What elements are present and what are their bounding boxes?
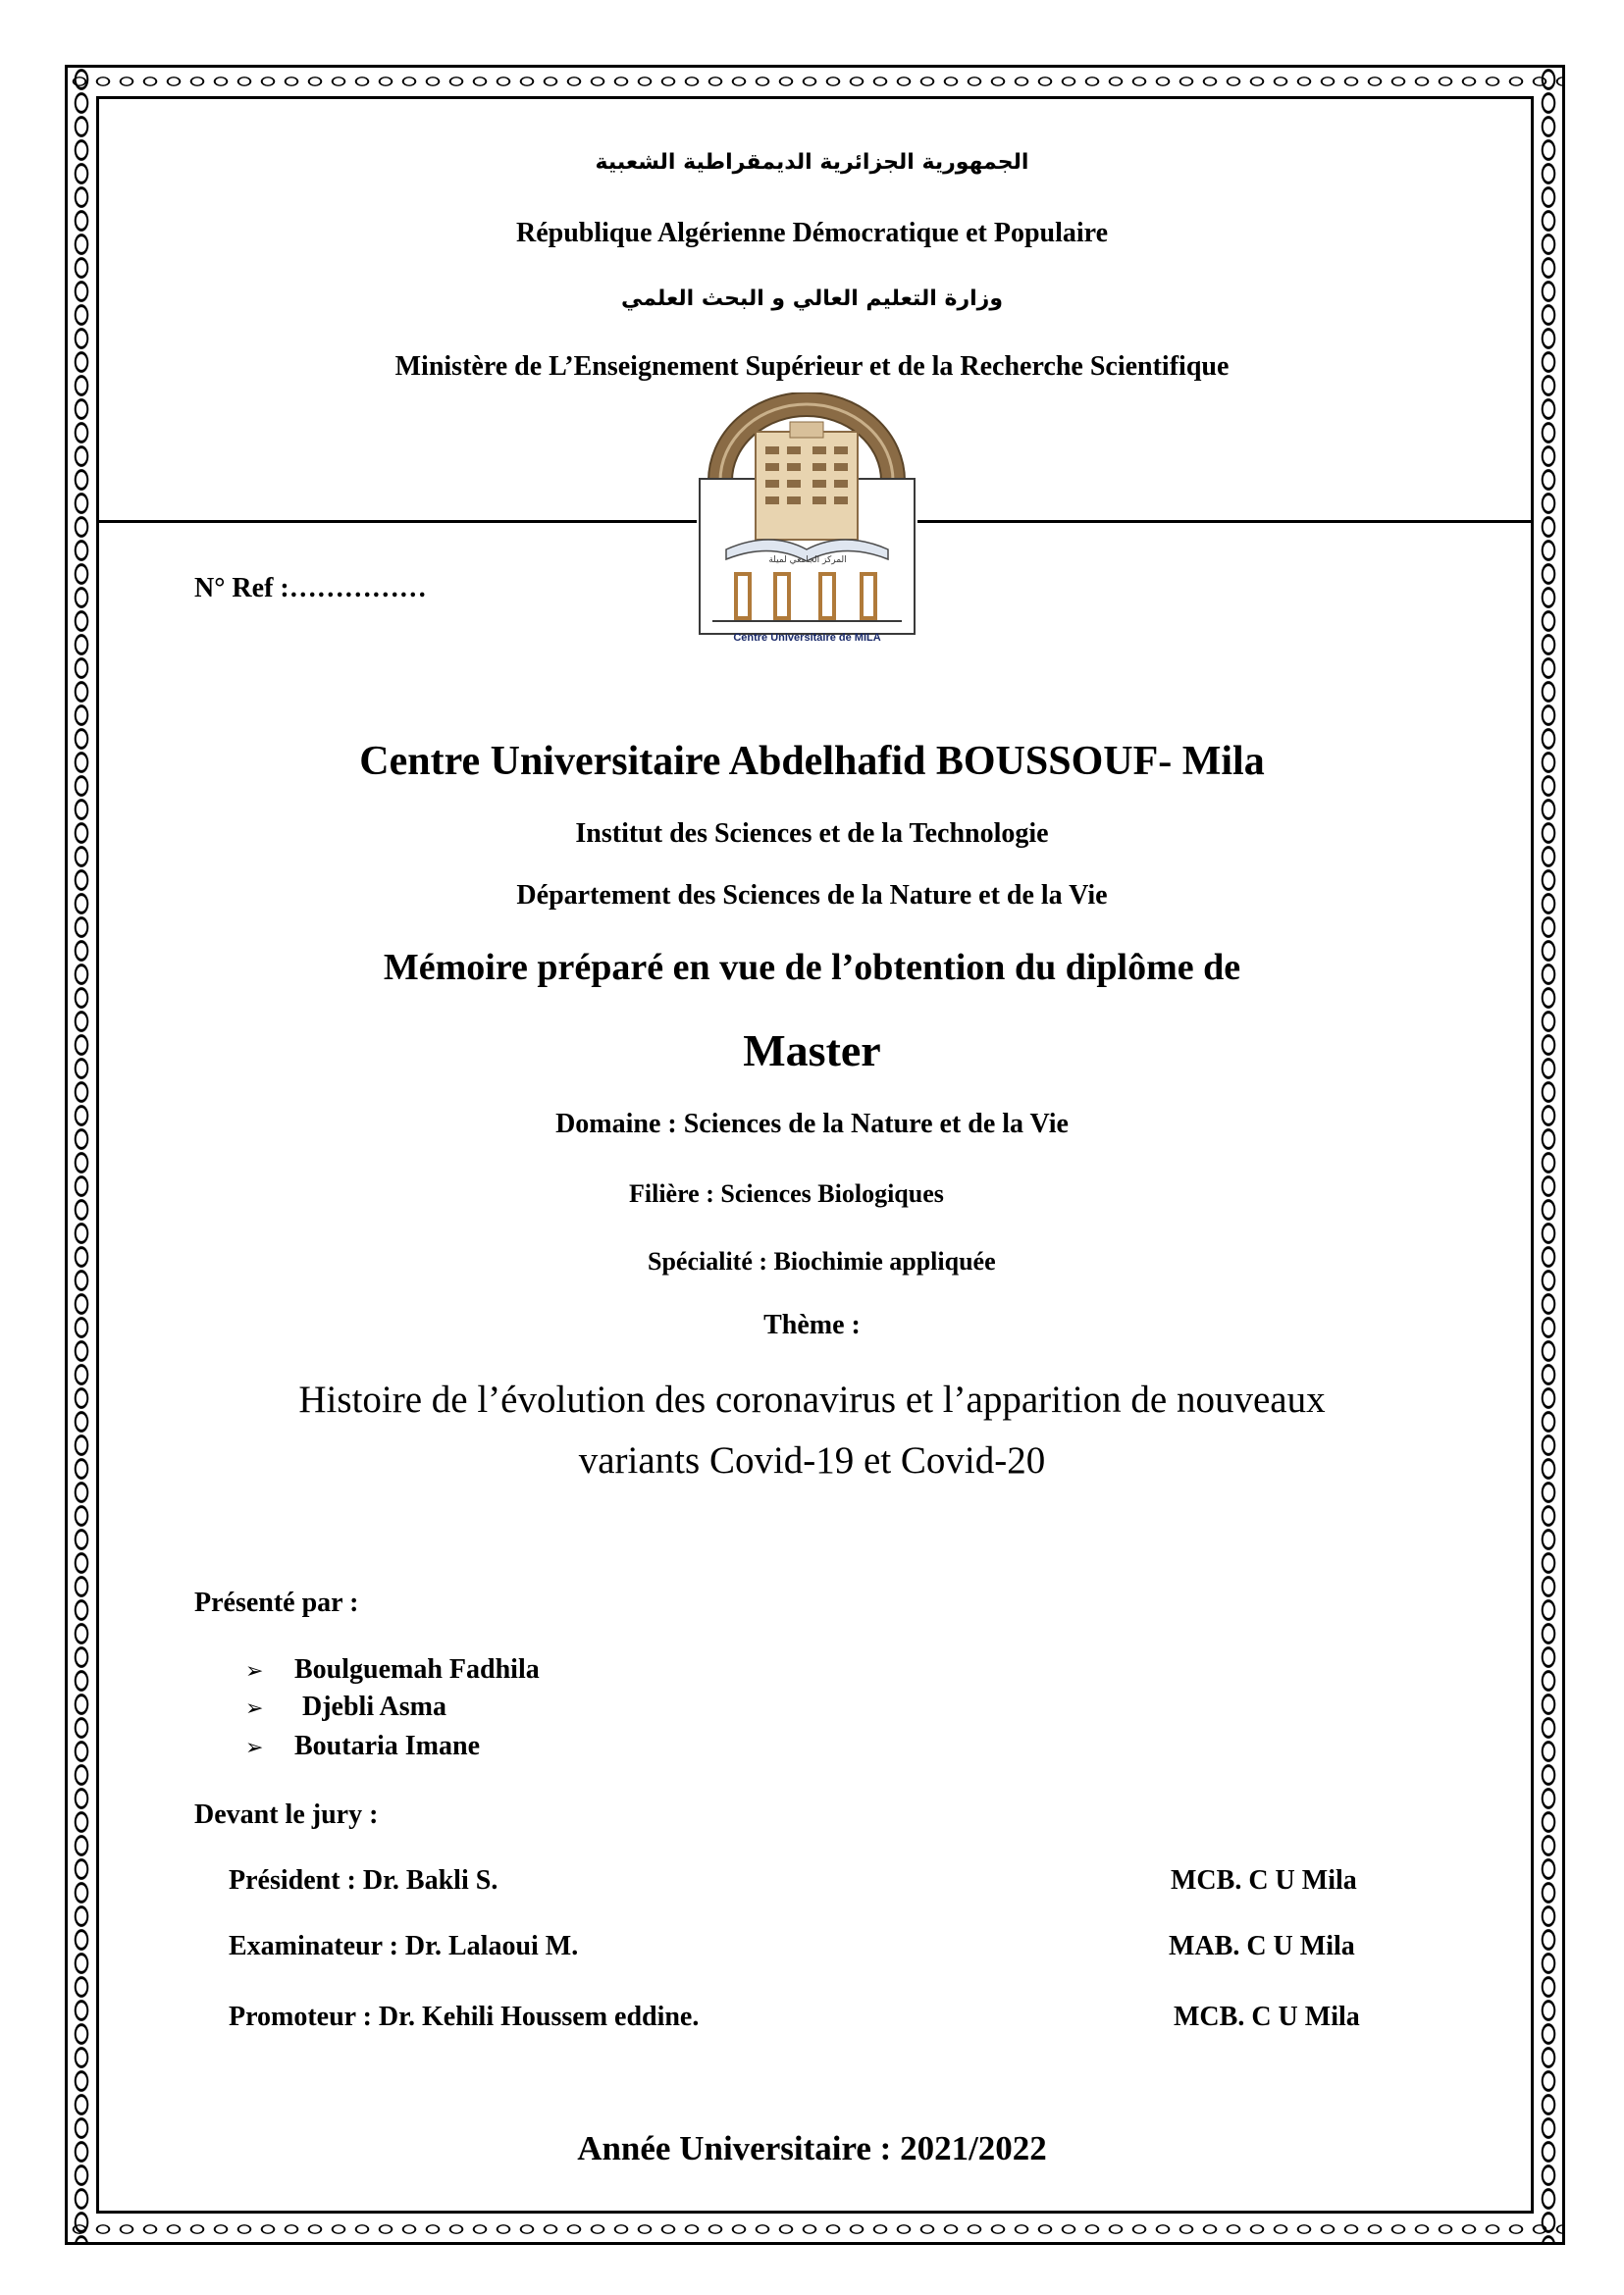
- logo-caption: Centre Universitaire de MILA: [733, 632, 881, 644]
- domaine: Domaine : Sciences de la Nature et de la Vie: [555, 1109, 1069, 1139]
- student-item: [245, 1654, 540, 1686]
- university-logo: [697, 392, 917, 652]
- theme-line-1: Histoire de l’évolution des coronavirus et l’apparition de nouveaux: [298, 1379, 1326, 1421]
- jury-member-rank: MCB. C U Mila: [1174, 2002, 1360, 2032]
- student-item: [245, 1731, 480, 1762]
- department-name: Département des Sciences de la Nature et de la Vie: [516, 880, 1108, 911]
- ministry-title: Ministère de L’Enseignement Supérieur et de la Recherche Scientifique: [394, 351, 1230, 382]
- border-chain-top: [68, 69, 1562, 94]
- bullet-arrow-icon: ➢: [245, 1659, 264, 1684]
- filiere: Filière : Sciences Biologiques: [629, 1179, 944, 1208]
- jury-member-rank: MAB. C U Mila: [1169, 1931, 1355, 1961]
- jury-member-role: Président : Dr. Bakli S.: [229, 1865, 498, 1896]
- presented-label: Présenté par :: [194, 1588, 359, 1618]
- header-rule-right: [917, 520, 1533, 523]
- memoire-title: Mémoire préparé en vue de l’obtention du diplôme de: [383, 947, 1241, 988]
- header-rule-left: [98, 520, 697, 523]
- theme-line-2: variants Covid-19 et Covid-20: [578, 1439, 1046, 1482]
- republic-title: République Algérienne Démocratique et Populaire: [516, 218, 1108, 248]
- jury-member-role: Promoteur : Dr. Kehili Houssem eddine.: [229, 2002, 700, 2032]
- academic-year: Année Universitaire : 2021/2022: [577, 2129, 1047, 2167]
- specialite: Spécialité : Biochimie appliquée: [648, 1247, 996, 1276]
- jury-member-role: Examinateur : Dr. Lalaoui M.: [229, 1931, 579, 1961]
- arabic-ministry: وزارة التعليم العالي و البحث العلمي: [620, 287, 1004, 311]
- jury-label: Devant le jury :: [194, 1799, 379, 1830]
- institution-name: Centre Universitaire Abdelhafid BOUSSOUF- Mila: [359, 739, 1265, 784]
- jury-member-rank: MCB. C U Mila: [1171, 1865, 1357, 1896]
- arabic-republic: الجمهورية الجزائرية الديمقراطية الشعبية: [595, 150, 1029, 175]
- student-item: [245, 1692, 446, 1723]
- student-name: Djebli Asma: [302, 1692, 446, 1722]
- student-name: Boutaria Imane: [294, 1731, 480, 1761]
- theme-label: Thème :: [763, 1310, 861, 1340]
- border-chain-left: [69, 68, 94, 2242]
- institute-name: Institut des Sciences et de la Technologie: [575, 818, 1049, 849]
- bullet-arrow-icon: ➢: [245, 1696, 264, 1721]
- degree-title: Master: [743, 1025, 881, 1075]
- logo-arabic-band: المركز الجامعي لميلة: [768, 555, 847, 565]
- border-chain-right: [1536, 68, 1561, 2242]
- bullet-arrow-icon: ➢: [245, 1736, 264, 1760]
- reference-number: N° Ref :……………: [194, 573, 427, 603]
- border-chain-bottom: [68, 2217, 1562, 2242]
- student-name: Boulguemah Fadhila: [294, 1654, 540, 1685]
